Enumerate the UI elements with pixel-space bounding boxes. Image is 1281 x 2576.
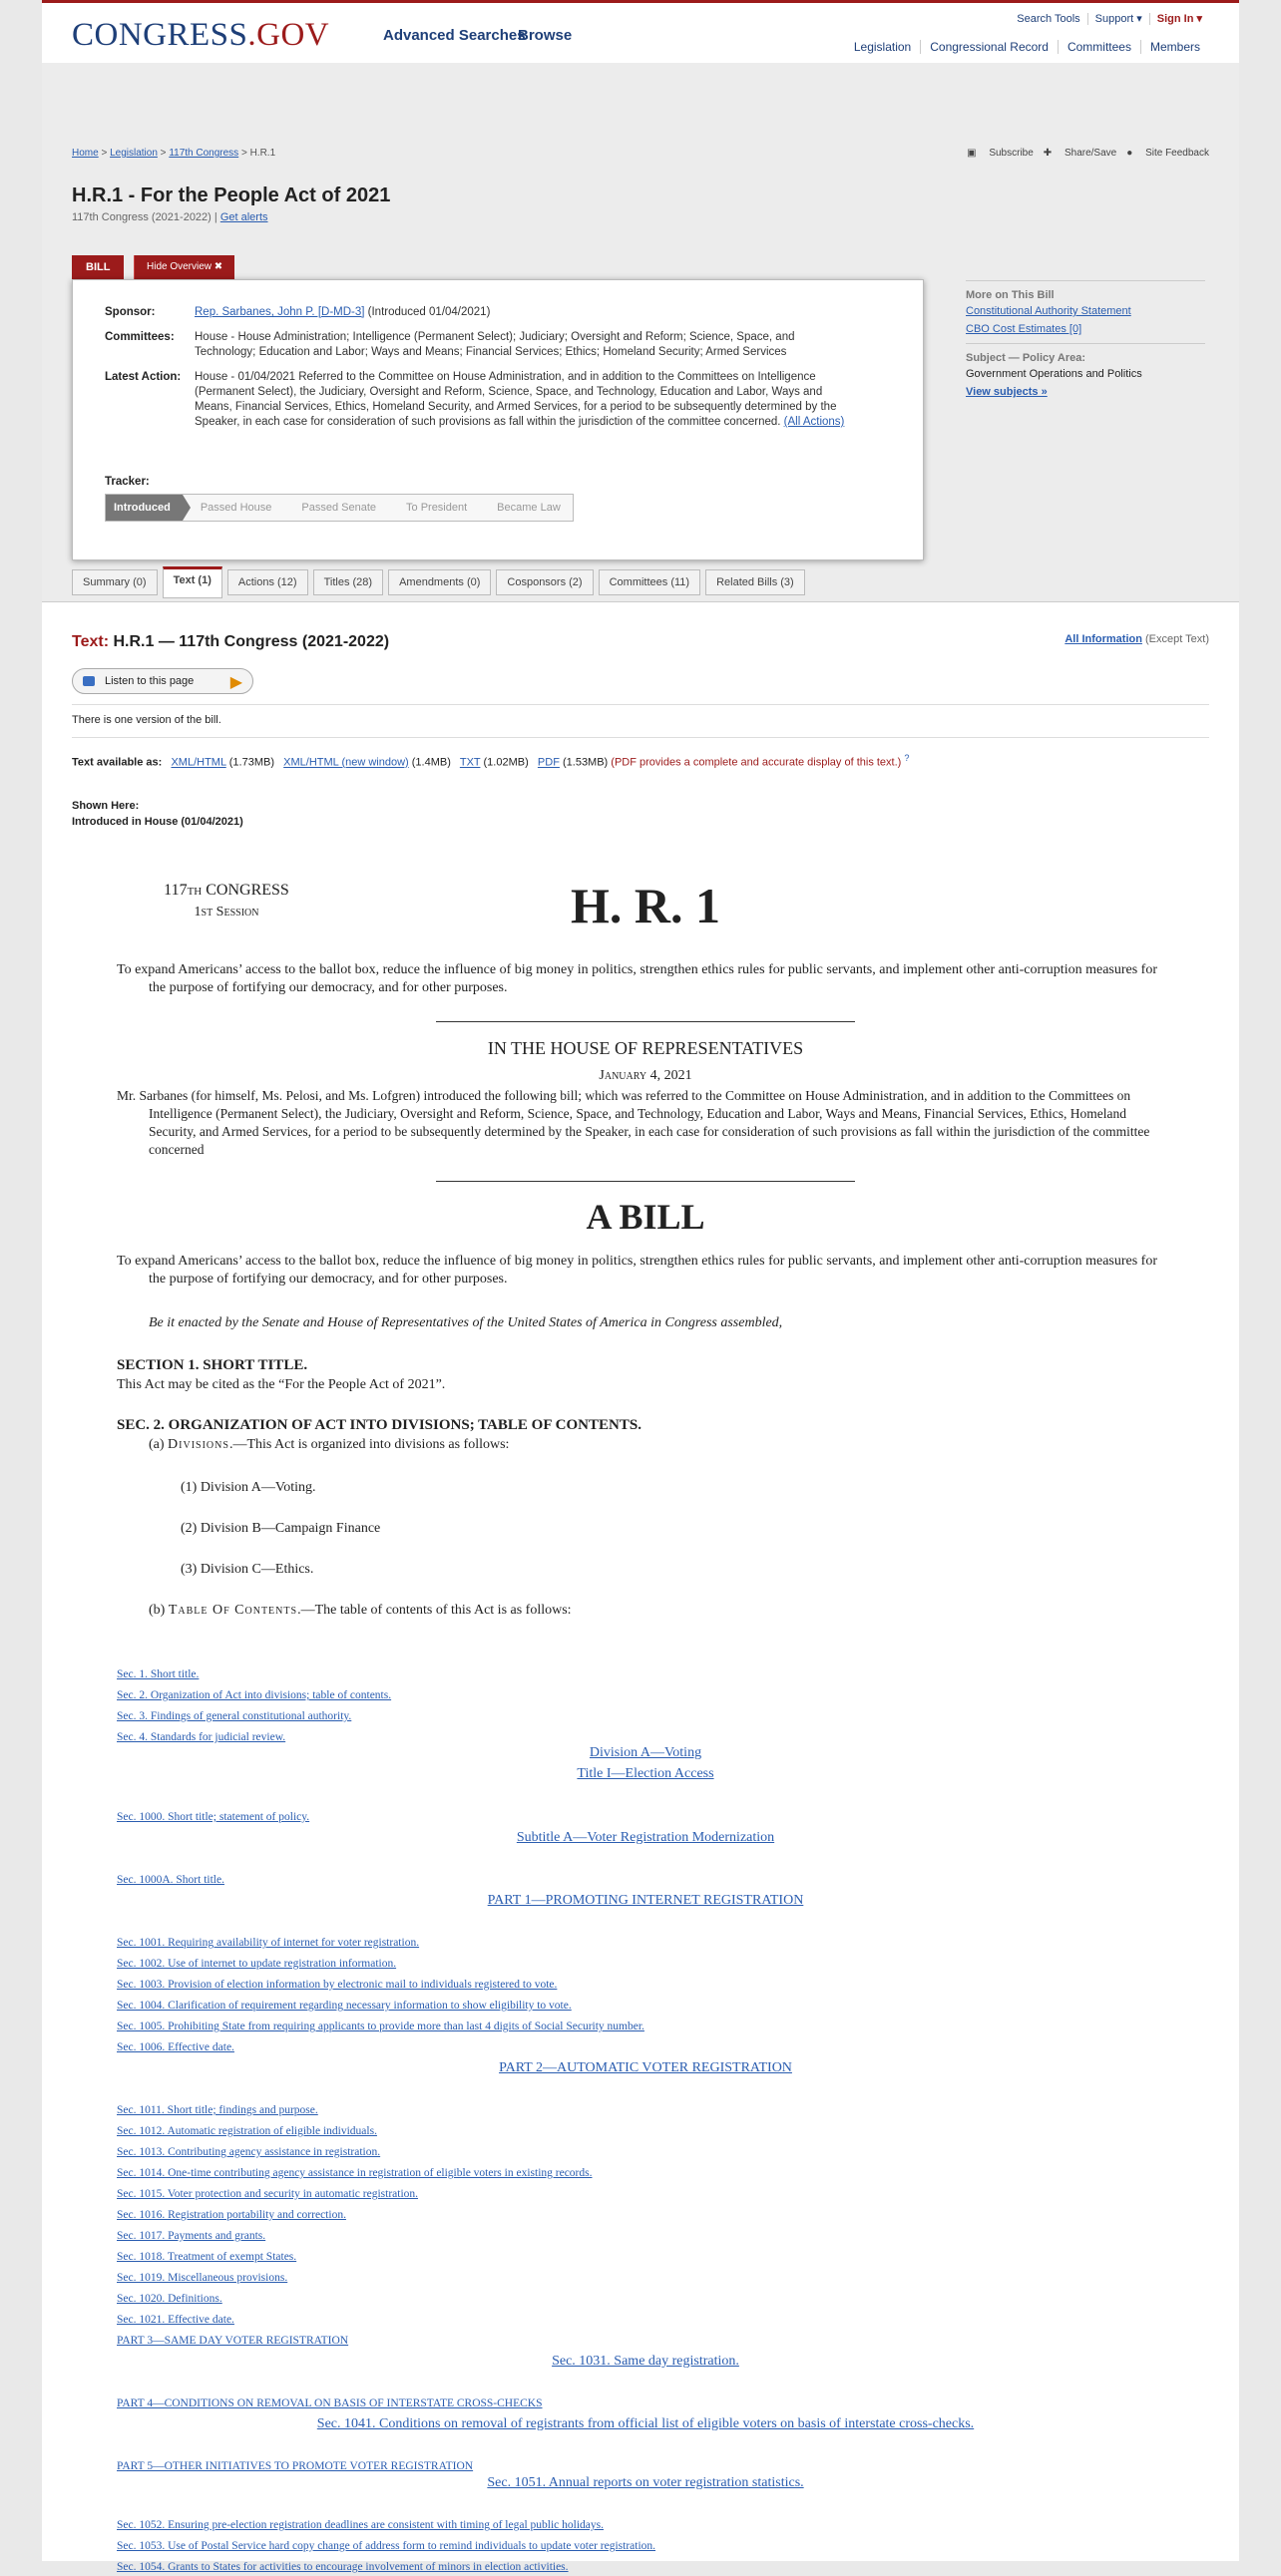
- main-nav: [845, 40, 1209, 54]
- view-subjects-link[interactable]: View subjects »: [966, 386, 1048, 398]
- toc-entry[interactable]: Sec. 1001. Requiring availability of internet for voter registration.: [117, 1937, 420, 1949]
- tab-committees[interactable]: Committees (11): [599, 569, 700, 595]
- toc-entry[interactable]: Sec. 1052. Ensuring pre-election registration deadlines are consistent with timing of legal public holidays.: [117, 2519, 604, 2531]
- page: [42, 0, 1239, 2573]
- toc-entry[interactable]: Sec. 1021. Effective date.: [117, 2314, 234, 2326]
- toc-entry[interactable]: Sec. 1006. Effective date.: [117, 2041, 234, 2053]
- toc-entry[interactable]: Sec. 2. Organization of Act into divisions; table of contents.: [117, 1689, 392, 1701]
- congress-subtitle: 117th Congress (2021-2022) | Get alerts: [72, 211, 268, 223]
- toc-entry[interactable]: Sec. 1000. Short title; statement of policy.: [117, 1811, 310, 1823]
- congress-gov-logo[interactable]: CONGRESS.GOV: [72, 17, 330, 53]
- xml-html-link[interactable]: XML/HTML: [171, 756, 226, 769]
- nav-legislation[interactable]: Legislation: [853, 40, 912, 54]
- toc-entry[interactable]: Sec. 1015. Voter protection and security in automatic registration.: [117, 2188, 419, 2200]
- toc-entry[interactable]: Sec. 1054. Grants to States for activities to encourage involvement of minors in election activities.: [117, 2561, 569, 2573]
- toc-entry[interactable]: Sec. 1019. Miscellaneous provisions.: [117, 2272, 288, 2284]
- sponsor-link[interactable]: Rep. Sarbanes, John P. [D-MD-3]: [195, 306, 365, 318]
- toc-heading[interactable]: PART 1—PROMOTING INTERNET REGISTRATION: [487, 1893, 804, 1908]
- xml-html-new-window-link[interactable]: XML/HTML (new window): [283, 756, 409, 769]
- toc-entry[interactable]: Sec. 1013. Contributing agency assistance in registration.: [117, 2146, 381, 2158]
- bill-sidebar: [966, 272, 1205, 404]
- toc-entry[interactable]: Sec. 1012. Automatic registration of eligible individuals.: [117, 2125, 377, 2137]
- shown-here: Shown Here: Introduced in House (01/04/2021): [72, 800, 243, 828]
- toc-heading[interactable]: Sec. 1041. Conditions on removal of registrants from official list of eligible voters on basis of interstate cross-checks.: [316, 2416, 975, 2431]
- divider: [436, 1181, 855, 1182]
- breadcrumb-legislation[interactable]: Legislation: [110, 148, 158, 159]
- toc-entry[interactable]: Sec. 1018. Treatment of exempt States.: [117, 2251, 297, 2263]
- cbo-cost-estimates-link[interactable]: CBO Cost Estimates [0]: [966, 323, 1082, 335]
- nav-committees[interactable]: Committees: [1058, 40, 1140, 54]
- division-c: (3) Division C—Ethics.: [181, 1562, 314, 1577]
- toc-entry[interactable]: Sec. 1. Short title.: [117, 1668, 200, 1680]
- divider: [966, 280, 1205, 281]
- toc-entry[interactable]: Sec. 1011. Short title; findings and purpose.: [117, 2104, 318, 2116]
- breadcrumb-home[interactable]: Home: [72, 148, 99, 159]
- tracker-step-to-president: To President: [388, 495, 479, 521]
- tracker-step-passed-senate: Passed Senate: [283, 495, 388, 521]
- version-count: There is one version of the bill.: [72, 714, 221, 726]
- sign-in-menu[interactable]: Sign In ▾: [1149, 13, 1209, 25]
- tab-cosponsors[interactable]: Cosponsors (2): [496, 569, 593, 595]
- committees-label: Committees:: [105, 331, 175, 343]
- section-2a: (a) Divisions.—This Act is organized into divisions as follows:: [149, 1437, 510, 1452]
- toc-heading[interactable]: PART 2—AUTOMATIC VOTER REGISTRATION: [499, 2060, 792, 2075]
- enacting-clause: Be it enacted by the Senate and House of Representatives of the United States of America in Congress assembled,: [149, 1315, 783, 1330]
- text-heading: Text: H.R.1 — 117th Congress (2021-2022): [72, 633, 390, 650]
- bill-intro: Mr. Sarbanes (for himself, Ms. Pelosi, and Ms. Lofgren) introduced the following bill; which was referred to the Committee on House Administration, and in addition to the Committees on Intelligence (Permanent Select), the Judiciary, Oversight and Reform, Science, Space, and Technology, Education and Labor, Ways and Means, Financial Services, Ethics, Homeland Security, and Armed Services, for a period to be subsequently determined by the Speaker, in each case for consideration of such provisions as fall within the jurisdiction of the committee concerned: [117, 1088, 1150, 1157]
- bill-date: January 4, 2021: [599, 1068, 692, 1083]
- policy-area-value: Government Operations and Politics: [966, 368, 1142, 380]
- toc-entry[interactable]: Sec. 1004. Clarification of requirement regarding necessary information to show eligibility to vote.: [117, 2000, 572, 2012]
- speaker-icon: [83, 676, 95, 686]
- toc-entry[interactable]: Sec. 1003. Provision of election information by electronic mail to individuals registered to vote.: [117, 1979, 558, 1991]
- congress-session: 117th CONGRESS 1st Session: [164, 882, 289, 920]
- breadcrumb-congress[interactable]: 117th Congress: [169, 148, 239, 159]
- bill-tabs: [72, 569, 805, 598]
- toc-entry[interactable]: Sec. 1002. Use of internet to update registration information.: [117, 1958, 397, 1970]
- division-a: (1) Division A—Voting.: [181, 1480, 316, 1495]
- tab-summary[interactable]: Summary (0): [72, 569, 158, 595]
- bill-tab: BILL: [72, 255, 124, 279]
- tracker-step-introduced: Introduced: [106, 495, 183, 521]
- all-actions-link[interactable]: (All Actions): [783, 416, 845, 428]
- subject-policy-heading: Subject — Policy Area:: [966, 352, 1086, 364]
- toc-entry[interactable]: Sec. 1017. Payments and grants.: [117, 2230, 266, 2242]
- toc-entry[interactable]: Sec. 3. Findings of general constitutional authority.: [117, 1710, 352, 1722]
- txt-link[interactable]: TXT: [459, 756, 481, 769]
- share-save-link[interactable]: ✚ Share/Save: [1043, 148, 1117, 159]
- toc-entry[interactable]: PART 5—OTHER INITIATIVES TO PROMOTE VOTER REGISTRATION: [117, 2460, 474, 2472]
- browse-link[interactable]: Browse: [518, 27, 573, 44]
- breadcrumb-current: H.R.1: [249, 148, 276, 159]
- section-1-text: This Act may be cited as the “For the People Act of 2021”.: [117, 1377, 446, 1392]
- latest-action-value: House - 01/04/2021 Referred to the Committee on House Administration, and in addition to the Committees on Intelligence (Permanent Select), the Judiciary, Oversight and Reform, Science, Space, and Technology, Education and Labor, Ways and Means, Financial Services, Ethics, Homeland Security, and Armed Services, for a period to be subsequently determined by the Speaker, in each case for consideration of such provisions as fall within the jurisdiction of the committee concerned.: [195, 371, 837, 428]
- breadcrumb: Home > Legislation > 117th Congress > H.R.1: [72, 148, 276, 159]
- bill-purpose-repeat: To expand Americans’ access to the ballot box, reduce the influence of big money in politics, strengthen ethics rules for public servants, and implement other anti-corruption measures for the purpose of fortifying our democracy, and for other purposes.: [117, 1254, 1157, 1287]
- text-formats: Text available as: XML/HTML (1.73MB) XML/HTML (new window) (1.4MB) TXT (1.02MB) PDF (1.53MB) (PDF provides a complete and accurate display of this text.) ?: [72, 753, 910, 769]
- tracker-step-became-law: Became Law: [479, 495, 573, 521]
- utility-nav: [1010, 12, 1209, 25]
- toc-entry[interactable]: Sec. 1053. Use of Postal Service hard copy change of address form to remind individuals to update voter registration.: [117, 2540, 656, 2552]
- share-tools: [957, 148, 1209, 159]
- toc-heading[interactable]: Subtitle A—Voter Registration Modernization: [516, 1830, 775, 1845]
- site-feedback-link[interactable]: ● Site Feedback: [1126, 148, 1209, 159]
- site-header: [42, 3, 1239, 63]
- sponsor-label: Sponsor:: [105, 306, 156, 318]
- all-information-link[interactable]: All Information: [1065, 633, 1142, 645]
- divider: [966, 343, 1205, 344]
- toc-heading[interactable]: Sec. 1031. Same day registration.: [552, 2354, 739, 2369]
- toc-entry[interactable]: Sec. 1000A. Short title.: [117, 1874, 224, 1886]
- bill-overview-panel: [72, 279, 924, 560]
- status-tracker: [105, 494, 574, 522]
- toc-entry[interactable]: Sec. 4. Standards for judicial review.: [117, 1731, 286, 1743]
- support-menu[interactable]: Support ▾: [1087, 13, 1149, 25]
- introduced-date: (Introduced 01/04/2021): [367, 306, 491, 318]
- more-on-bill-heading: More on This Bill: [966, 289, 1055, 301]
- tab-related-bills[interactable]: Related Bills (3): [705, 569, 805, 595]
- tracker-step-passed-house: Passed House: [183, 495, 284, 521]
- tab-text[interactable]: Text (1): [163, 566, 222, 598]
- bill-purpose: To expand Americans’ access to the ballot box, reduce the influence of big money in politics, strengthen ethics rules for public servants, and implement other anti-corruption measures for the purpose of fortifying our democracy, and for other purposes.: [117, 962, 1157, 995]
- constitutional-authority-link[interactable]: Constitutional Authority Statement: [966, 305, 1131, 317]
- page-title: H.R.1 - For the People Act of 2021: [72, 184, 391, 206]
- advanced-searches-link[interactable]: Advanced Searches: [383, 27, 526, 44]
- toc-entry[interactable]: Sec. 1016. Registration portability and correction.: [117, 2209, 346, 2221]
- toc-entry[interactable]: Sec. 1005. Prohibiting State from requiring applicants to provide more than last 4 digits of Social Security number.: [117, 2021, 644, 2032]
- division-b: (2) Division B—Campaign Finance: [181, 1521, 381, 1536]
- all-information-link-wrap: All Information (Except Text): [1065, 633, 1209, 645]
- committees-value: House - House Administration; Intelligence (Permanent Select); Judiciary; Oversight and Reform; Science, Space, and Technology; Education and Labor; Ways and Means; Financial Services; Ethics; Homeland Security; Armed Services: [195, 331, 795, 358]
- section-2-heading: SEC. 2. ORGANIZATION OF ACT INTO DIVISIONS; TABLE OF CONTENTS.: [117, 1417, 641, 1433]
- divider: [436, 1021, 855, 1022]
- toc-entry[interactable]: Sec. 1014. One-time contributing agency assistance in registration of eligible voters in existing records.: [117, 2167, 593, 2179]
- toc-heading[interactable]: Title I—Election Access: [577, 1766, 714, 1781]
- nav-congressional-record[interactable]: Congressional Record: [920, 40, 1058, 54]
- hide-overview-button[interactable]: Hide Overview ✖: [134, 255, 234, 279]
- section-2b: (b) Table Of Contents.—The table of contents of this Act is as follows:: [149, 1603, 572, 1618]
- toc-heading[interactable]: Sec. 1051. Annual reports on voter registration statistics.: [487, 2475, 804, 2490]
- tab-titles[interactable]: Titles (28): [313, 569, 384, 595]
- house-heading: IN THE HOUSE OF REPRESENTATIVES: [487, 1038, 804, 1058]
- section-1-heading: SECTION 1. SHORT TITLE.: [117, 1357, 308, 1373]
- listen-button[interactable]: Listen to this page ▶: [72, 668, 253, 694]
- divider: [72, 737, 1209, 738]
- toc-entry[interactable]: Sec. 1020. Definitions.: [117, 2293, 222, 2305]
- toc-entry[interactable]: PART 4—CONDITIONS ON REMOVAL ON BASIS OF INTERSTATE CROSS-CHECKS: [117, 2397, 543, 2409]
- tracker-label: Tracker:: [105, 476, 150, 488]
- tab-actions[interactable]: Actions (12): [227, 569, 308, 595]
- a-bill-heading: A BILL: [586, 1197, 705, 1237]
- tab-amendments[interactable]: Amendments (0): [388, 569, 491, 595]
- nav-members[interactable]: Members: [1140, 40, 1209, 54]
- search-tools-link[interactable]: Search Tools: [1017, 13, 1080, 25]
- play-icon: ▶: [229, 674, 242, 691]
- toc-entry[interactable]: PART 3—SAME DAY VOTER REGISTRATION: [117, 2335, 349, 2347]
- divider: [72, 704, 1209, 705]
- latest-action-label: Latest Action:: [105, 371, 182, 383]
- subscribe-link[interactable]: ▣ Subscribe: [967, 148, 1034, 159]
- bill-number: H. R. 1: [571, 878, 720, 933]
- toc-heading[interactable]: Division A—Voting: [589, 1745, 702, 1760]
- get-alerts-link[interactable]: Get alerts: [219, 211, 268, 223]
- pdf-link[interactable]: PDF: [537, 756, 560, 769]
- help-icon[interactable]: ?: [904, 753, 910, 763]
